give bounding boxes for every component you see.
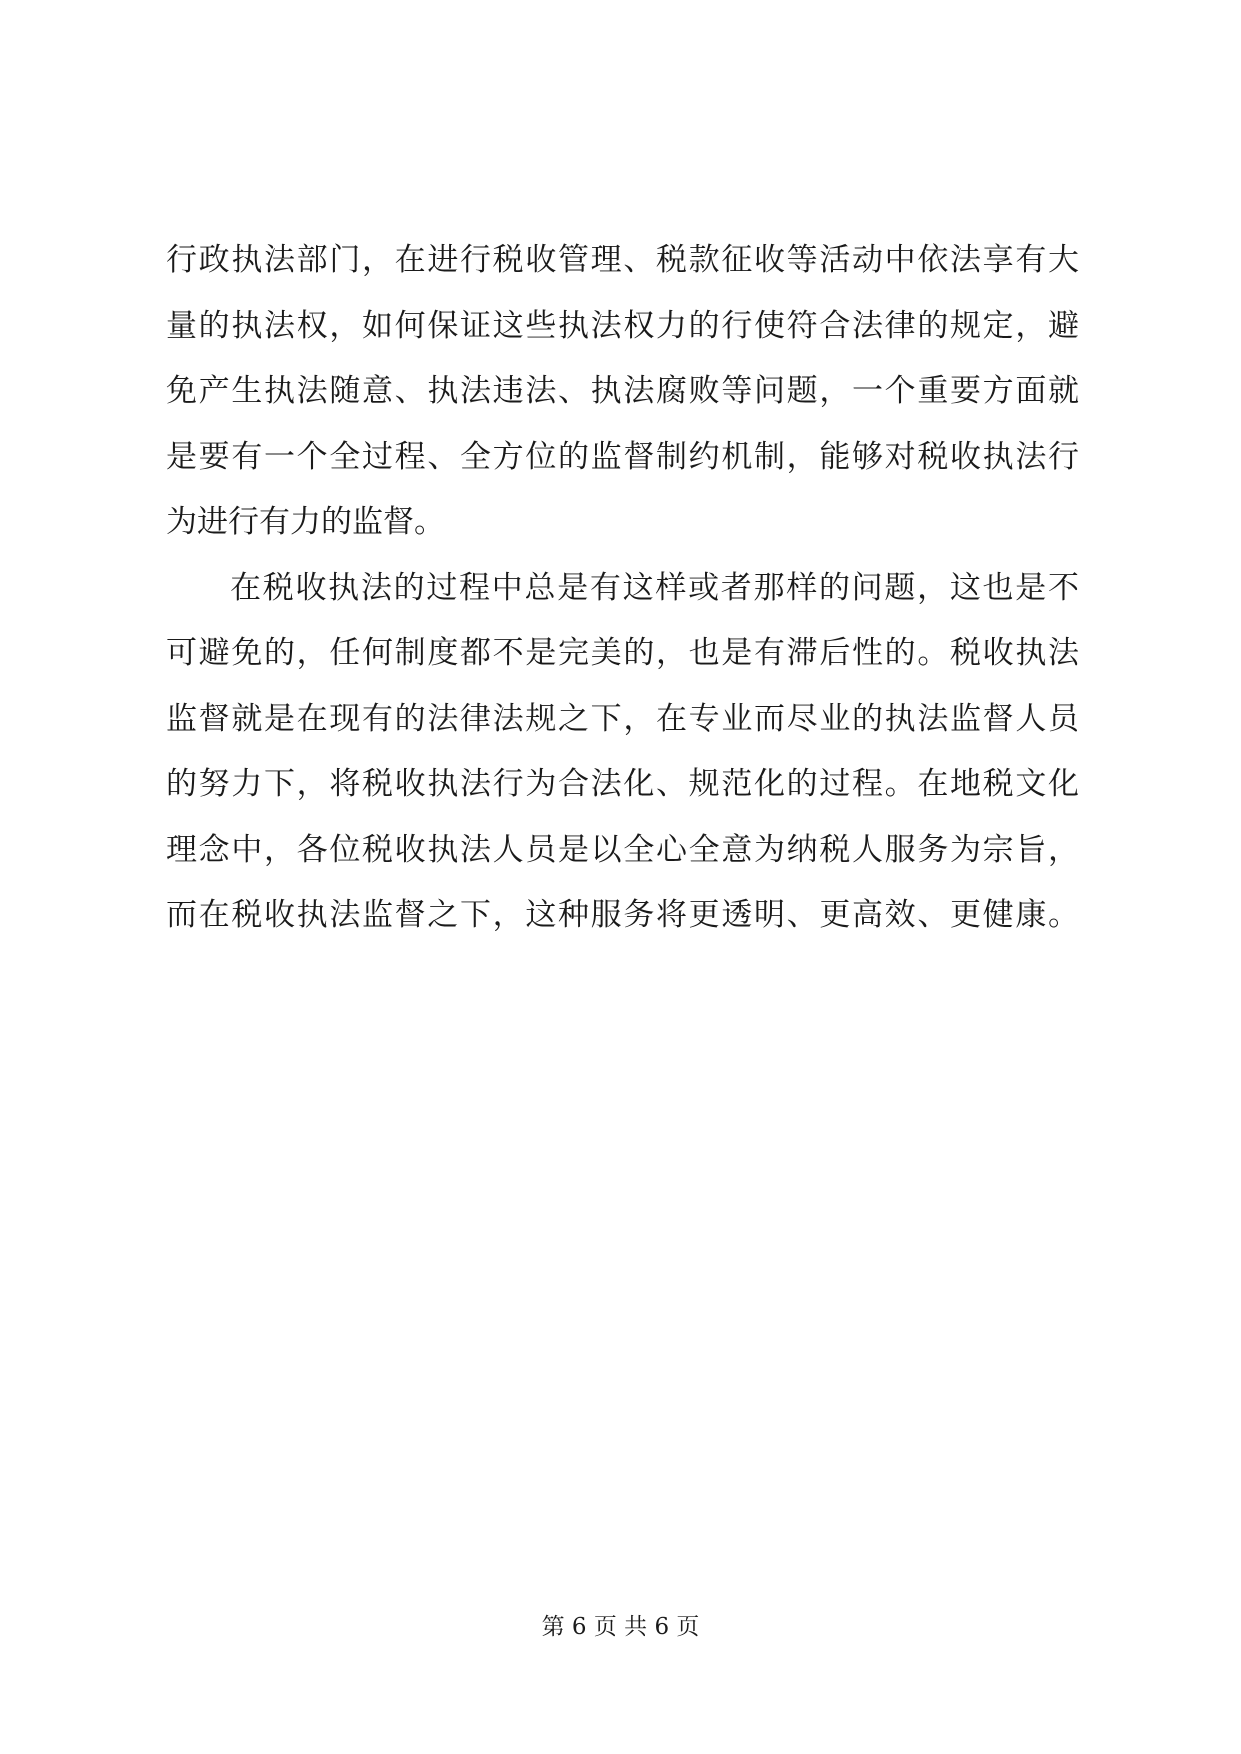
text-line: 免产生执法随意、执法违法、执法腐败等问题，一个重要方面就 <box>166 373 1079 409</box>
text-line: 而在税收执法监督之下，这种服务将更透明、更高效、更健康。 <box>166 897 1079 933</box>
paragraph-2 <box>166 556 1079 949</box>
text-line: 是要有一个全过程、全方位的监督制约机制，能够对税收执法行 <box>166 438 1079 475</box>
text-line: 理念中，各位税收执法人员是以全心全意为纳税人服务为宗旨， <box>166 831 1079 868</box>
document-body <box>166 228 1079 949</box>
text-line: 可避免的，任何制度都不是完美的，也是有滞后性的。税收执法 <box>166 635 1079 671</box>
text-line: 的努力下，将税收执法行为合法化、规范化的过程。在地税文化 <box>166 766 1079 802</box>
paragraph-1 <box>166 228 1079 556</box>
text-line: 量的执法权，如何保证这些执法权力的行使符合法律的规定，避 <box>166 307 1079 344</box>
text-line: 监督就是在现有的法律法规之下，在专业而尽业的执法监督人员 <box>166 700 1079 737</box>
text-line: 在税收执法的过程中总是有这样或者那样的问题，这也是不 <box>230 569 1079 606</box>
text-line: 为进行有力的监督。 <box>166 504 445 540</box>
text-line: 行政执法部门，在进行税收管理、税款征收等活动中依法享有大 <box>166 242 1079 278</box>
page-number-footer: 第 6 页 共 6 页 <box>541 1614 700 1640</box>
